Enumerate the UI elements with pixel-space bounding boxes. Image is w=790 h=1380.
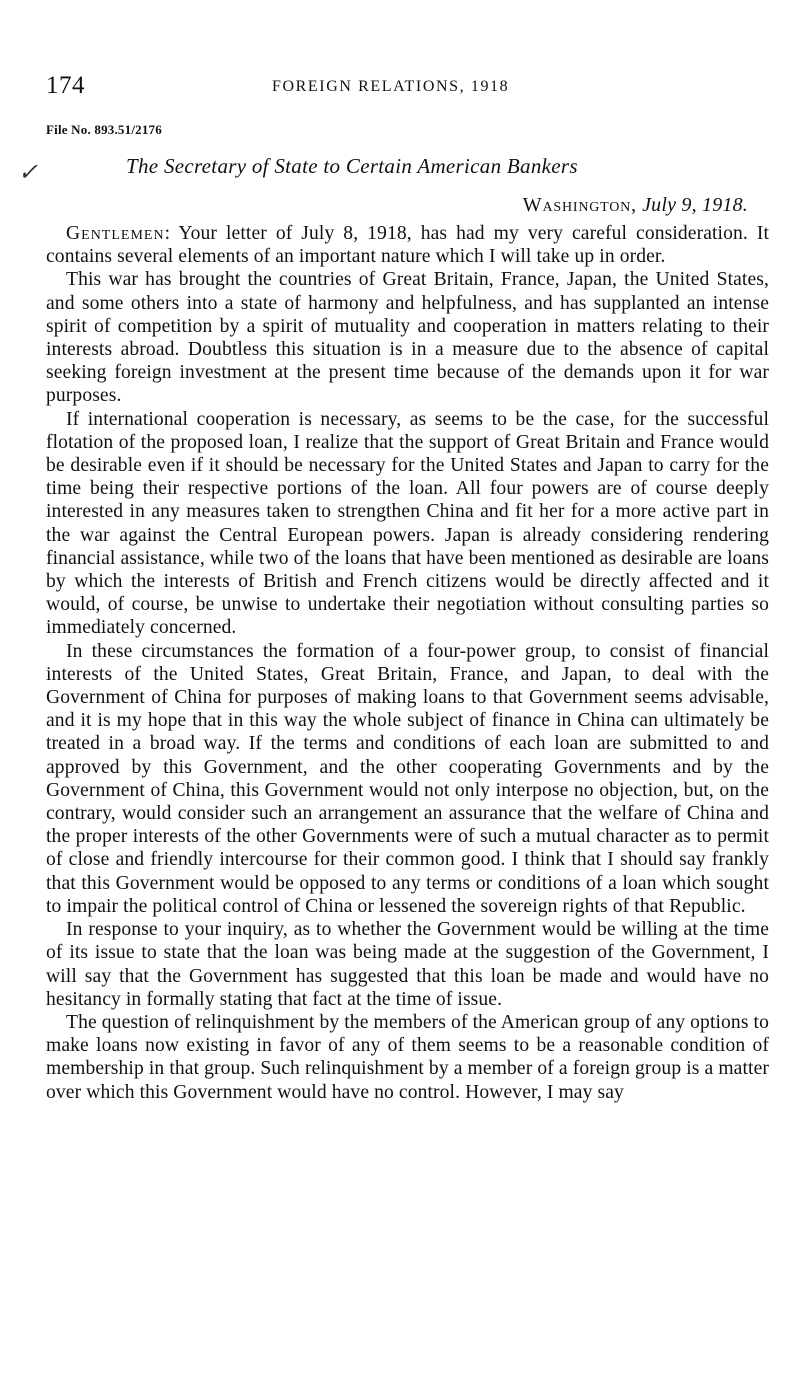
file-number: File No. 893.51/2176 (46, 122, 162, 137)
page-header (46, 72, 766, 106)
paragraph-1-text: : Your letter of July 8, 1918, has had my very careful consideration. It contains several elements of an important nature which I will take up in order. (46, 223, 769, 268)
paragraph-1 (46, 222, 769, 268)
dateline-place: Washington, (522, 194, 637, 216)
page-number: 174 (46, 72, 85, 99)
salutation: Gentlemen (66, 223, 165, 244)
paragraph-2: This war has brought the countries of Great Britain, France, Japan, the United States, and some others into a state of harmony and helpfulness, and has supplanted an intense spirit of competition by a spirit of mutuality and cooperation in matters relating to their interests abroad. Doubtless this situation is in a measure due to the absence of capital seeking foreign investment at the present time because of the demands upon it for war purposes. (46, 269, 769, 407)
paragraph-3: If international cooperation is necessary, as seems to be the case, for the successful flotation of the proposed loan, I realize that the support of Great Britain and France would be desirable even if it should be necessary for the United States and Japan to carry for the time being their respective portions of the loan. All four powers are of course deeply interested in any measures taken to strengthen China and fit her for a more active part in the war against the Central European powers. Japan is already considering rendering financial assistance, while two of the loans that have been mentioned as desirable are loans by which the interests of British and French citizens would be directly affected and it would, of course, be unwise to undertake their negotiation without consulting parties so immediately concerned. (46, 408, 769, 639)
paragraph-5: In response to your inquiry, as to whether the Government would be willing at the time of its issue to state that the loan was being made at the suggestion of the Government, I will say that the Government has suggested that this loan be made and would have no hesitancy in formally stating that fact at the time of issue. (46, 919, 769, 1010)
dateline-date: July 9, 1918. (642, 194, 748, 216)
margin-check-mark: ✓ (18, 160, 39, 186)
document-title: The Secretary of State to Certain American Bankers (126, 154, 578, 178)
dateline (523, 194, 748, 217)
running-head: FOREIGN RELATIONS, 1918 (272, 78, 510, 95)
letter-body (46, 222, 769, 1104)
paragraph-4: In these circumstances the formation of a four-power group, to consist of financial interests of the United States, Great Britain, France, and Japan, to deal with the Government of China for purposes of making loans to that Government seems advisable, and it is my hope that in this way the whole subject of finance in China can ultimately be treated in a broad way. If the terms and conditions of each loan are submitted to and approved by this Government, and the other cooperating Governments and by the Government of China, this Government would not only interpose no objection, but, on the contrary, would consider such an arrangement an assurance that the welfare of China and the proper interests of the other Governments were of such a mutual character as to permit of close and friendly intercourse for their common good. I think that I should say frankly that this Government would be opposed to any terms or conditions of a loan which sought to impair the political control of China or lessened the sovereign rights of that Republic. (46, 640, 769, 917)
paragraph-6: The question of relinquishment by the members of the American group of any options to make loans now existing in favor of any of them seems to be a reasonable condition of membership in that group. Such relinquishment by a member of a foreign group is a matter over which this Government would have no control. However, I may say (46, 1011, 769, 1103)
